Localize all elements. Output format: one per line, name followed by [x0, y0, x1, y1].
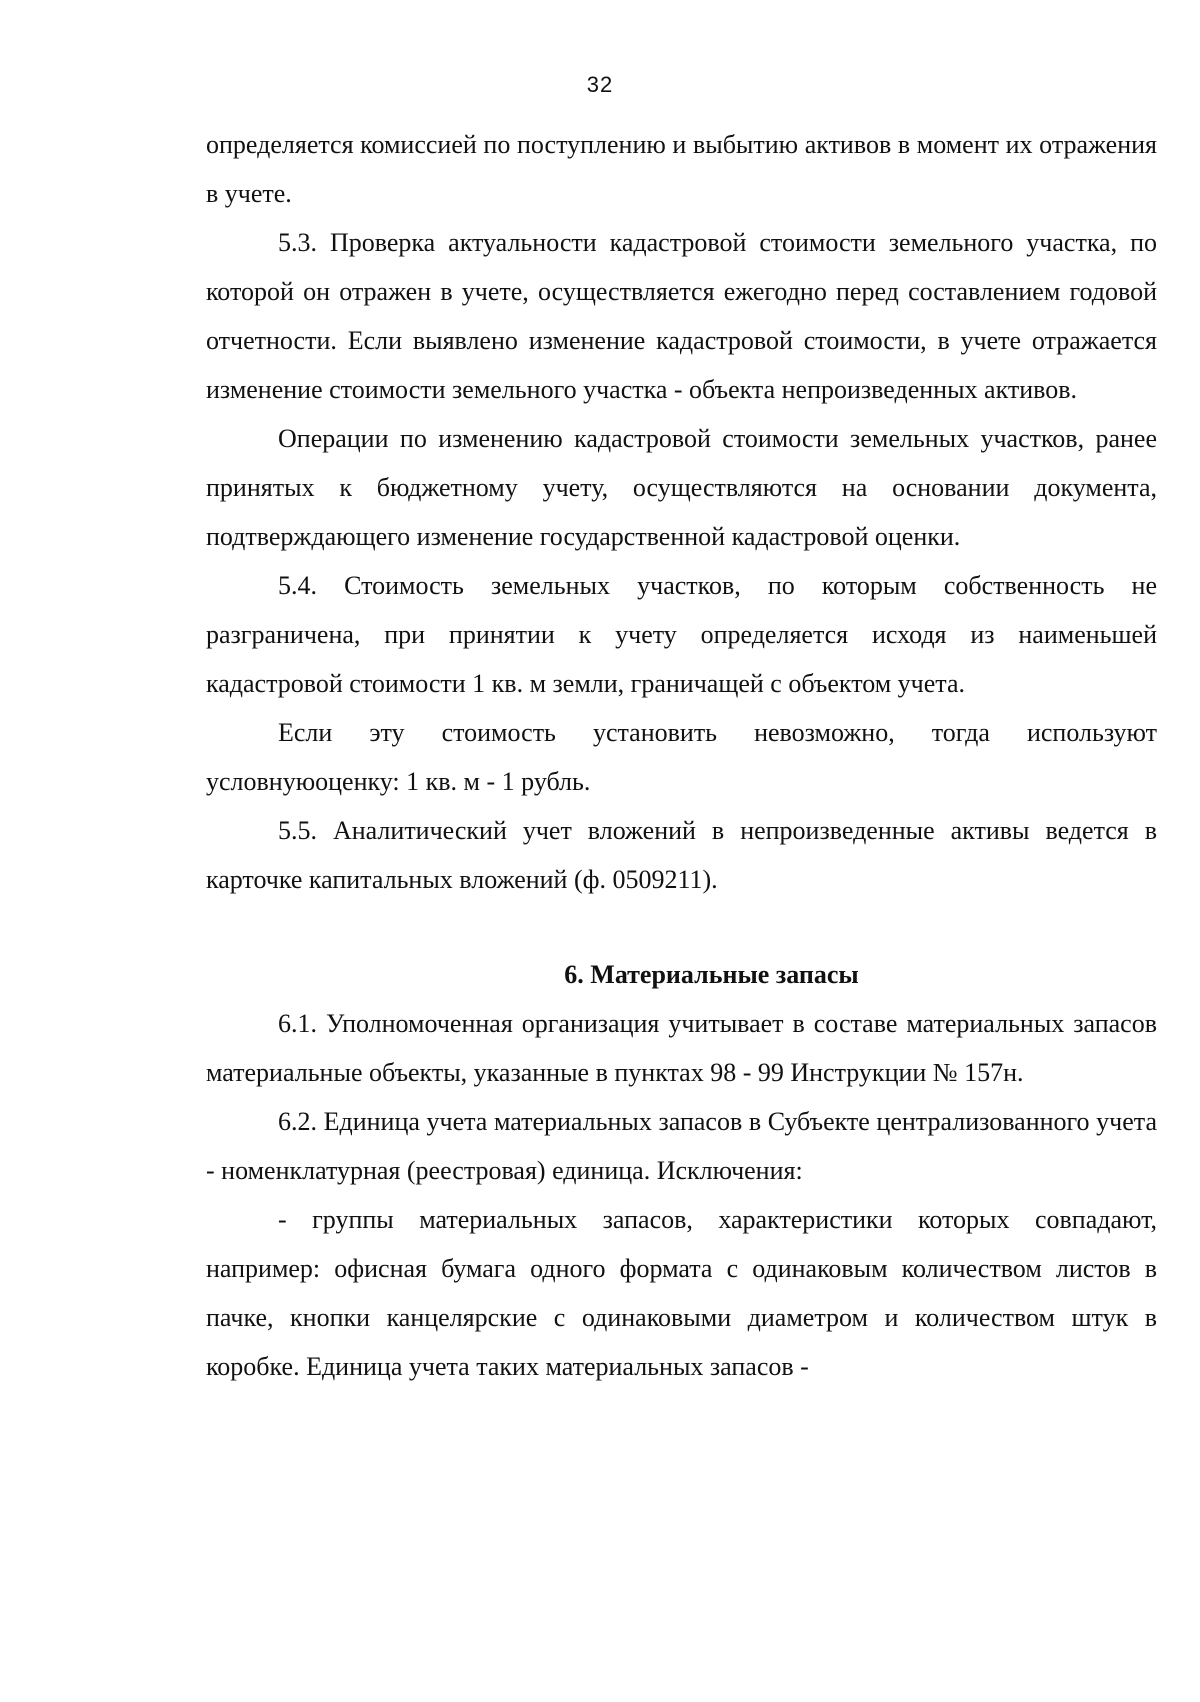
paragraph-conditional-valuation: Если эту стоимость установить невозможно, тогда используют условнуюоценку: 1 кв. м - 1 рубль.: [206, 718, 1157, 796]
paragraph-continuation: определяется комиссией по поступлению и выбытию активов в момент их отражения в учете.: [206, 130, 1157, 208]
paragraph-exceptions-groups: - группы материальных запасов, характеристики которых совпадают, например: офисная бумага одного формата с одинаковым количеством листов в пачке, кнопки канцелярские с одинаковыми диаметром и количеством штук в коробке. Единица учета таких материальных запасов -: [206, 1205, 1157, 1381]
paragraph-6-1: 6.1. Уполномоченная организация учитывает в составе материальных запасов материальные объекты, указанные в пунктах 98 - 99 Инструкции № 157н.: [206, 1009, 1157, 1087]
section-heading-material-reserves: 6. Материальные запасы: [564, 960, 859, 989]
paragraph-5-4: 5.4. Стоимость земельных участков, по которым собственность не разграничена, при принятии к учету определяется исходя из наименьшей кадастровой стоимости 1 кв. м земли, граничащей с объектом учета.: [206, 571, 1157, 698]
page-content: [206, 120, 1157, 1391]
page-number: 32: [586, 72, 614, 97]
paragraph-5-3: 5.3. Проверка актуальности кадастровой стоимости земельного участка, по которой он отражен в учете, осуществляется ежегодно перед составлением годовой отчетности. Если выявлено изменение кадастровой стоимости, в учете отражается изменение стоимости земельного участка - объекта непроизведенных активов.: [206, 228, 1157, 404]
paragraph-6-2: 6.2. Единица учета материальных запасов в Субъекте централизованного учета - номенклатурная (реестровая) единица. Исключения:: [206, 1107, 1157, 1185]
paragraph-5-5: 5.5. Аналитический учет вложений в непроизведенные активы ведется в карточке капитальных вложений (ф. 0509211).: [206, 816, 1157, 894]
paragraph-cadastral-operations: Операции по изменению кадастровой стоимости земельных участков, ранее принятых к бюджетному учету, осуществляются на основании документа, подтверждающего изменение государственной кадастровой оценки.: [206, 424, 1157, 551]
